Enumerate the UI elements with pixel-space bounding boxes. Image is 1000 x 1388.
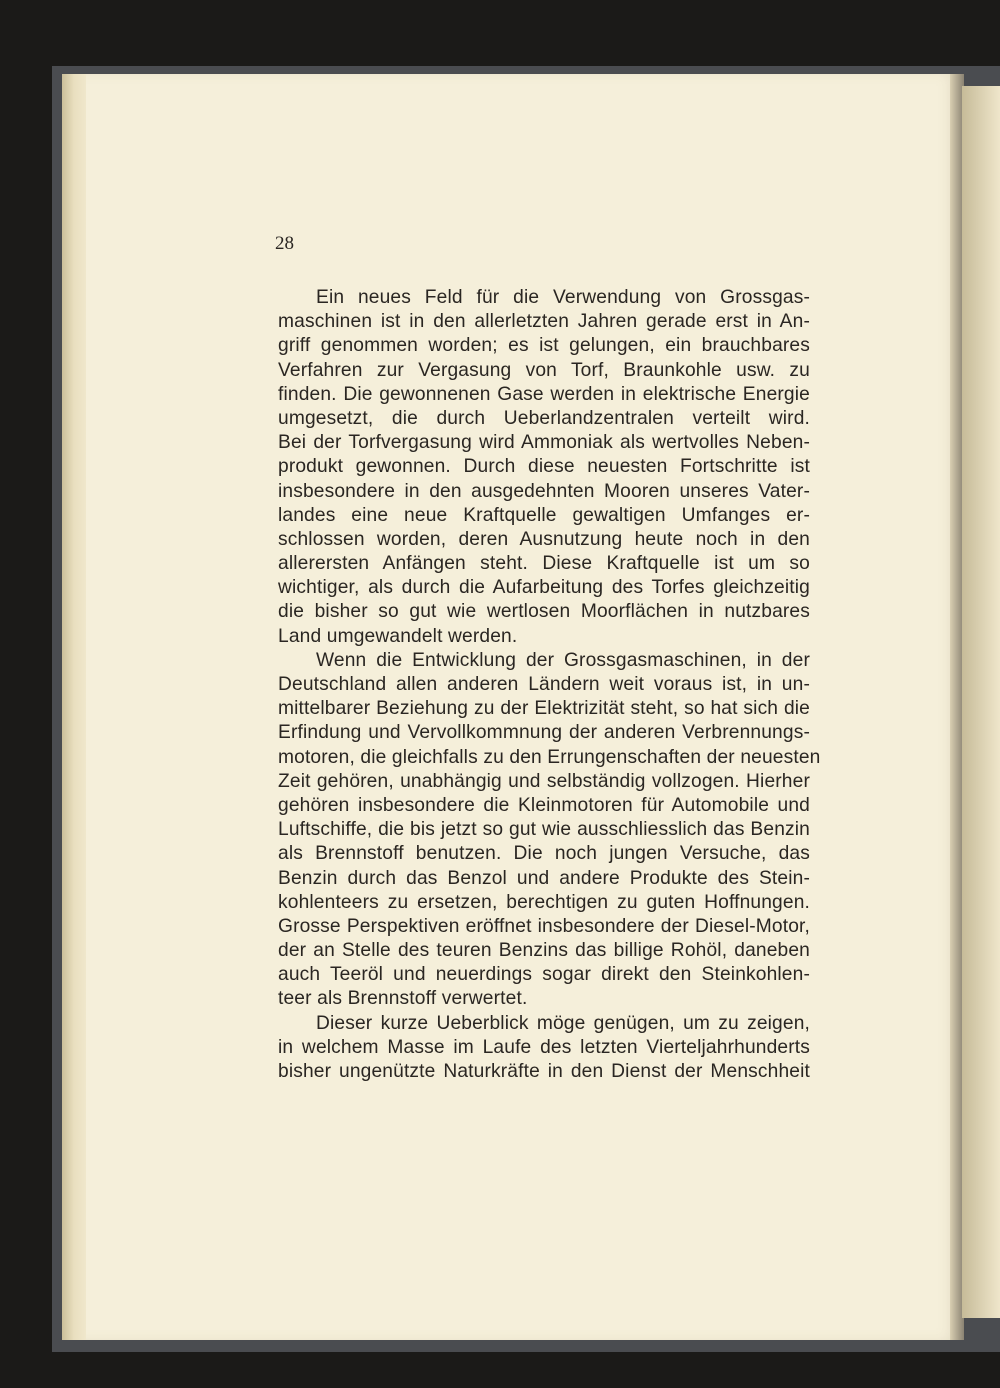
text-line: Zeit gehören, unabhängig und selbständig vollzogen. Hierher	[278, 770, 810, 792]
text-line: insbesondere in den ausgedehnten Mooren unseres Vater-	[278, 480, 810, 502]
text-line: Grosse Perspektiven eröffnet insbesondere der Diesel-Motor,	[278, 915, 810, 937]
text-line: mittelbarer Beziehung zu der Elektrizität steht, so hat sich die	[278, 698, 810, 720]
text-line: motoren, die gleichfalls zu den Errungenschaften der neuesten	[278, 746, 821, 768]
text-line: Verfahren zur Vergasung von Torf, Braunkohle usw. zu	[278, 359, 810, 381]
text-line: umgesetzt, die durch Ueberlandzentralen verteilt wird.	[278, 407, 810, 429]
text-line: in welchem Masse im Laufe des letzten Vierteljahrhunderts	[278, 1036, 810, 1058]
text-line: Wenn die Entwicklung der Grossgasmaschinen, in der	[316, 649, 810, 671]
text-line: Dieser kurze Ueberblick möge genügen, um zu zeigen,	[316, 1012, 810, 1034]
text-line: griff genommen worden; es ist gelungen, ein brauchbares	[278, 335, 810, 357]
text-line: Bei der Torfvergasung wird Ammoniak als wertvolles Neben-	[278, 432, 810, 454]
paragraph	[278, 286, 810, 649]
text-line: Deutschland allen anderen Ländern weit voraus ist, in un-	[278, 674, 810, 695]
text-line: maschinen ist in den allerletzten Jahren gerade erst in An-	[278, 311, 810, 333]
text-line: wichtiger, als durch die Aufarbeitung des Torfes gleichzeitig	[278, 577, 810, 599]
text-line: produkt gewonnen. Durch diese neuesten Fortschritte ist	[278, 456, 810, 478]
text-line: Benzin durch das Benzol und andere Produkte des Stein-	[278, 867, 810, 889]
text-line: kohlenteers zu ersetzen, berechtigen zu guten Hoffnungen.	[278, 891, 810, 913]
body-text	[278, 286, 821, 1084]
text-line: die bisher so gut wie wertlosen Moorflächen in nutzbares	[278, 601, 810, 623]
text-line: landes eine neue Kraftquelle gewaltigen Umfanges er-	[278, 504, 810, 526]
text-line: schlossen worden, deren Ausnutzung heute noch in den	[278, 528, 810, 550]
text-line: finden. Die gewonnenen Gase werden in elektrische Energie	[278, 383, 810, 405]
text-line: allerersten Anfängen steht. Diese Kraftquelle ist um so	[278, 553, 810, 575]
text-line: teer als Brennstoff verwertet.	[278, 988, 528, 1010]
text-line: bisher ungenützte Naturkräfte in den Dienst der Menschheit	[278, 1061, 810, 1082]
text-line: Ein neues Feld für die Verwendung von Grossgas-	[316, 287, 810, 308]
text-line: als Brennstoff benutzen. Die noch jungen Versuche, das	[278, 843, 810, 865]
text-line: Land umgewandelt werden.	[278, 625, 518, 647]
facing-page-edge	[962, 86, 1000, 1318]
text-line: Erfindung und Vervollkommnung der anderen Verbrennungs-	[278, 722, 810, 744]
text-line: gehören insbesondere die Kleinmotoren für Automobile und	[278, 794, 810, 816]
paragraph	[278, 649, 821, 1012]
text-line: Luftschiffe, die bis jetzt so gut wie ausschliesslich das Benzin	[278, 819, 810, 841]
paragraph	[278, 1012, 810, 1085]
text-line: auch Teeröl und neuerdings sogar direkt den Steinkohlen-	[278, 964, 810, 986]
text-line: der an Stelle des teuren Benzins das billige Rohöl, daneben	[278, 940, 810, 962]
page-number: 28	[275, 233, 294, 254]
